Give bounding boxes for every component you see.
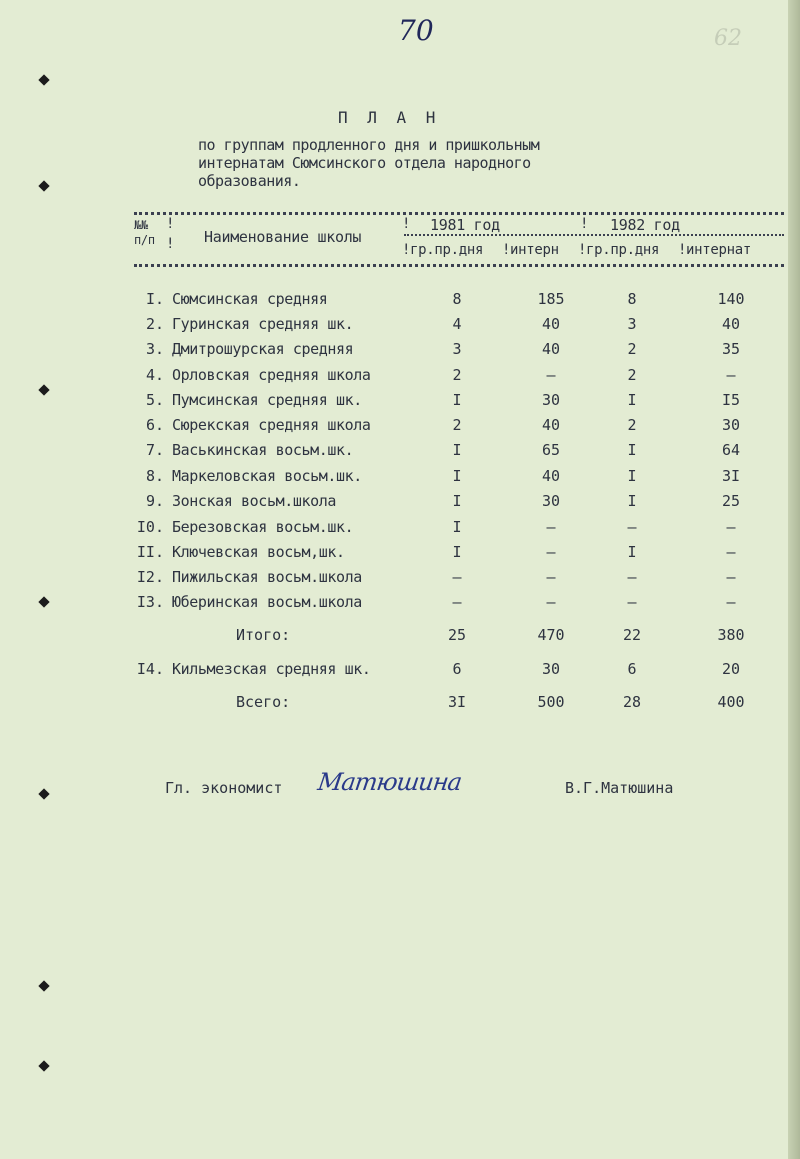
header-separator: ! — [502, 242, 511, 258]
internat-1981: – — [546, 518, 556, 536]
internat-1981: 185 — [537, 290, 565, 308]
internat-1981: 30 — [541, 391, 561, 409]
internat-1981: 40 — [541, 315, 561, 333]
table-row — [0, 441, 788, 465]
row-number: 2. — [145, 315, 164, 333]
school-name: Сюмсинская средняя — [172, 290, 328, 308]
gpd-1981: I — [452, 543, 462, 561]
internat-1981: 30 — [541, 660, 561, 678]
school-name: Кильмезская средняя шк. — [172, 660, 371, 678]
header-bottom-rule — [134, 264, 784, 267]
subtitle-line: по группам продленного дня и пришкольным — [198, 136, 540, 154]
school-name: Ключевская восьм,шк. — [172, 543, 345, 561]
internat-1981: 40 — [541, 340, 561, 358]
header-separator: ! — [580, 216, 589, 232]
gpd-1982: I — [627, 467, 637, 485]
table-row — [0, 543, 788, 567]
gpd-1982: 22 — [622, 626, 642, 644]
header-separator: ! — [402, 216, 411, 232]
table-row — [0, 467, 788, 491]
table-row — [0, 290, 788, 314]
gpd-1982: 2 — [627, 366, 637, 384]
gpd-1982: – — [627, 568, 637, 586]
page-number: 70 — [398, 14, 434, 47]
header-mid-rule — [404, 234, 784, 236]
school-name: Пумсинская средняя шк. — [172, 391, 362, 409]
gpd-1981: – — [452, 568, 462, 586]
gpd-1981: 3I — [447, 693, 467, 711]
header-separator: ! — [402, 242, 411, 258]
gpd-1982: – — [627, 518, 637, 536]
school-name: Васькинская восьм.шк. — [172, 441, 354, 459]
gpd-1981: I — [452, 492, 462, 510]
gpd-1981: 25 — [447, 626, 467, 644]
school-name: Гуринская средняя шк. — [172, 315, 354, 333]
gpd-1982: I — [627, 543, 637, 561]
header-separator: ! — [578, 242, 587, 258]
internat-1981: – — [546, 366, 556, 384]
table-row — [0, 568, 788, 592]
header-year-1982: 1982 год — [610, 216, 680, 234]
internat-1982: 64 — [721, 441, 741, 459]
header-sub-intern-82: интернат — [686, 242, 752, 258]
row-number: 6. — [145, 416, 164, 434]
gpd-1981: 4 — [452, 315, 462, 333]
table-row — [0, 660, 788, 684]
internat-1981: – — [546, 593, 556, 611]
school-name: Маркеловская восьм.шк. — [172, 467, 362, 485]
internat-1981: 30 — [541, 492, 561, 510]
internat-1982: – — [726, 518, 736, 536]
internat-1982: – — [726, 568, 736, 586]
school-name: Березовская восьм.шк. — [172, 518, 354, 536]
subtitle-line: интернатам Сюмсинского отдела народного — [198, 154, 531, 172]
gpd-1982: 2 — [627, 416, 637, 434]
internat-1981: 470 — [537, 626, 565, 644]
internat-1982: 140 — [717, 290, 745, 308]
row-number: I4. — [136, 660, 164, 678]
gpd-1981: 3 — [452, 340, 462, 358]
school-name: Юберинская восьм.школа — [172, 593, 362, 611]
old-page-number: 62 — [714, 26, 742, 51]
internat-1981: – — [546, 568, 556, 586]
table-row — [0, 492, 788, 516]
gpd-1982: I — [627, 492, 637, 510]
school-name: Сюрекская средняя школа — [172, 416, 371, 434]
row-number: 8. — [145, 467, 164, 485]
gpd-1981: I — [452, 518, 462, 536]
table-row — [0, 593, 788, 617]
internat-1982: I5 — [721, 391, 741, 409]
gpd-1981: 6 — [452, 660, 462, 678]
page-edge — [788, 0, 800, 1159]
row-number: 5. — [145, 391, 164, 409]
gpd-1982: 3 — [627, 315, 637, 333]
gpd-1982: 2 — [627, 340, 637, 358]
internat-1982: – — [726, 366, 736, 384]
signatory-name: В.Г.Матюшина — [565, 779, 674, 797]
row-number: I. — [145, 290, 164, 308]
internat-1982: 25 — [721, 492, 741, 510]
subtotal-row — [0, 626, 788, 650]
internat-1982: – — [726, 543, 736, 561]
internat-1982: – — [726, 593, 736, 611]
internat-1981: 40 — [541, 416, 561, 434]
internat-1982: 3I — [721, 467, 741, 485]
subtitle-line: образования. — [198, 172, 301, 190]
gpd-1982: – — [627, 593, 637, 611]
table-row — [0, 416, 788, 440]
row-number: I0. — [136, 518, 164, 536]
row-number: 3. — [145, 340, 164, 358]
handwritten-signature: Матюшина — [316, 768, 464, 796]
row-number: 4. — [145, 366, 164, 384]
subtotal-label: Итого: — [236, 626, 291, 644]
row-number: I2. — [136, 568, 164, 586]
internat-1981: 500 — [537, 693, 565, 711]
gpd-1982: 6 — [627, 660, 637, 678]
header-separator: ! — [166, 216, 175, 232]
header-name: Наименование школы — [204, 228, 362, 246]
header-sub-gpd-82: гр.пр.дня — [586, 242, 660, 258]
header-year-1981: 1981 год — [430, 216, 500, 234]
internat-1981: 40 — [541, 467, 561, 485]
internat-1981: 65 — [541, 441, 561, 459]
gpd-1981: I — [452, 441, 462, 459]
school-name: Зонская восьм.школа — [172, 492, 336, 510]
gpd-1981: 2 — [452, 416, 462, 434]
internat-1982: 35 — [721, 340, 741, 358]
table-row — [0, 366, 788, 390]
school-name: Пижильская восьм.школа — [172, 568, 362, 586]
row-number: 9. — [145, 492, 164, 510]
gpd-1981: I — [452, 467, 462, 485]
gpd-1981: – — [452, 593, 462, 611]
total-label: Всего: — [236, 693, 291, 711]
table-row — [0, 391, 788, 415]
internat-1982: 30 — [721, 416, 741, 434]
internat-1982: 380 — [717, 626, 745, 644]
internat-1982: 20 — [721, 660, 741, 678]
gpd-1981: 2 — [452, 366, 462, 384]
document-title: П Л А Н — [338, 108, 441, 127]
row-number: I3. — [136, 593, 164, 611]
school-name: Дмитрошурская средняя — [172, 340, 354, 358]
row-number: 7. — [145, 441, 164, 459]
internat-1982: 40 — [721, 315, 741, 333]
table-row — [0, 315, 788, 339]
gpd-1981: I — [452, 391, 462, 409]
table-row — [0, 340, 788, 364]
header-sub-gpd-81: гр.пр.дня — [410, 242, 484, 258]
header-separator: ! — [166, 236, 175, 252]
gpd-1982: I — [627, 391, 637, 409]
header-separator: ! — [678, 242, 687, 258]
header-num: №№ п/п — [134, 218, 155, 247]
gpd-1982: I — [627, 441, 637, 459]
gpd-1981: 8 — [452, 290, 462, 308]
signatory-role: Гл. экономист — [165, 779, 283, 797]
school-name: Орловская средняя школа — [172, 366, 371, 384]
total-row — [0, 693, 788, 717]
internat-1982: 400 — [717, 693, 745, 711]
header-sub-intern-81: интерн — [510, 242, 559, 258]
row-number: II. — [136, 543, 164, 561]
table-row — [0, 518, 788, 542]
header-top-rule — [134, 212, 784, 215]
gpd-1982: 28 — [622, 693, 642, 711]
internat-1981: – — [546, 543, 556, 561]
gpd-1982: 8 — [627, 290, 637, 308]
